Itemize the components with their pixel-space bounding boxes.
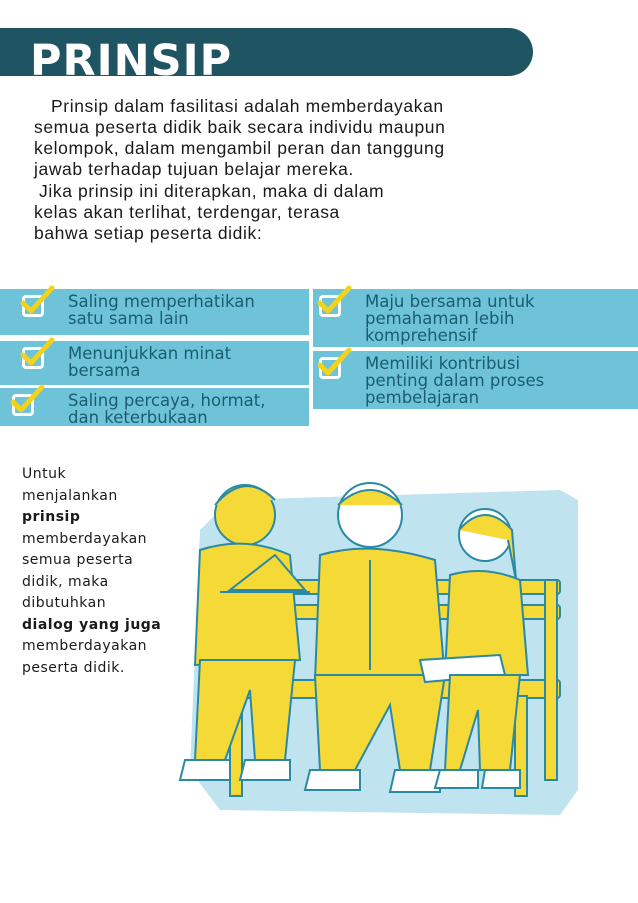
checklist-item-text: Menunjukkan minat bbox=[68, 344, 232, 363]
side-note-line: peserta didik. bbox=[22, 659, 125, 676]
side-note-line: memberdayakan bbox=[22, 530, 148, 547]
intro-paragraph-2 bbox=[34, 181, 384, 244]
intro-paragraph-1 bbox=[34, 96, 445, 180]
checkbox-checkmark-icon bbox=[319, 295, 341, 317]
side-note-line: menjalankan bbox=[22, 487, 118, 504]
checklist-item-text: pembelajaran bbox=[365, 388, 480, 407]
intro-line: semua peserta didik baik secara individu maupun bbox=[34, 117, 446, 137]
checklist-item-text: Memiliki kontribusi bbox=[365, 354, 521, 373]
checklist-item-text: satu sama lain bbox=[68, 309, 189, 328]
checklist-item-text: Saling percaya, hormat, bbox=[68, 391, 266, 410]
checklist-item-text: komprehensif bbox=[365, 326, 478, 345]
side-note-line: memberdayakan bbox=[22, 638, 148, 654]
side-note-line: semua peserta bbox=[22, 552, 134, 568]
side-note-line-bold: dialog yang juga bbox=[22, 616, 162, 633]
side-note-line: dibutuhkan bbox=[22, 595, 107, 611]
intro-line: kelompok, dalam mengambil peran dan tanggung bbox=[34, 138, 445, 158]
checklist-item-text: penting dalam proses bbox=[365, 371, 545, 390]
checklist-item-text: bersama bbox=[68, 361, 141, 380]
checklist-item bbox=[313, 289, 638, 347]
checkbox-checkmark-icon bbox=[12, 394, 34, 416]
intro-line: kelas akan terlihat, terdengar, terasa bbox=[34, 202, 340, 222]
side-note-line-bold: prinsip bbox=[22, 509, 81, 525]
checklist-item bbox=[313, 351, 638, 409]
checkbox-checkmark-icon bbox=[319, 357, 341, 379]
intro-line: Prinsip dalam fasilitasi adalah memberdayakan bbox=[51, 96, 444, 116]
checklist-item bbox=[0, 289, 309, 335]
intro-line: bahwa setiap peserta didik: bbox=[34, 223, 263, 243]
side-note bbox=[22, 464, 161, 679]
page-title: PRINSIP bbox=[30, 36, 233, 77]
intro-line: Jika prinsip ini diterapkan, maka di dalam bbox=[39, 181, 385, 201]
checkbox-checkmark-icon bbox=[22, 295, 44, 317]
checkbox-checkmark-icon bbox=[22, 347, 44, 369]
checklist-item bbox=[0, 341, 309, 385]
side-note-line: didik, maka bbox=[22, 573, 109, 590]
side-note-line: Untuk bbox=[22, 466, 67, 482]
checklist-item-text: Maju bersama untuk bbox=[365, 292, 535, 311]
intro-line: jawab terhadap tujuan belajar mereka. bbox=[34, 159, 354, 179]
checklist-item bbox=[0, 388, 309, 426]
checklist-item-text: Saling memperhatikan bbox=[68, 292, 255, 311]
illustration-people-on-bench bbox=[160, 470, 580, 820]
checklist-item-text: pemahaman lebih bbox=[365, 309, 515, 328]
checklist-item-text: dan keterbukaan bbox=[68, 408, 208, 427]
